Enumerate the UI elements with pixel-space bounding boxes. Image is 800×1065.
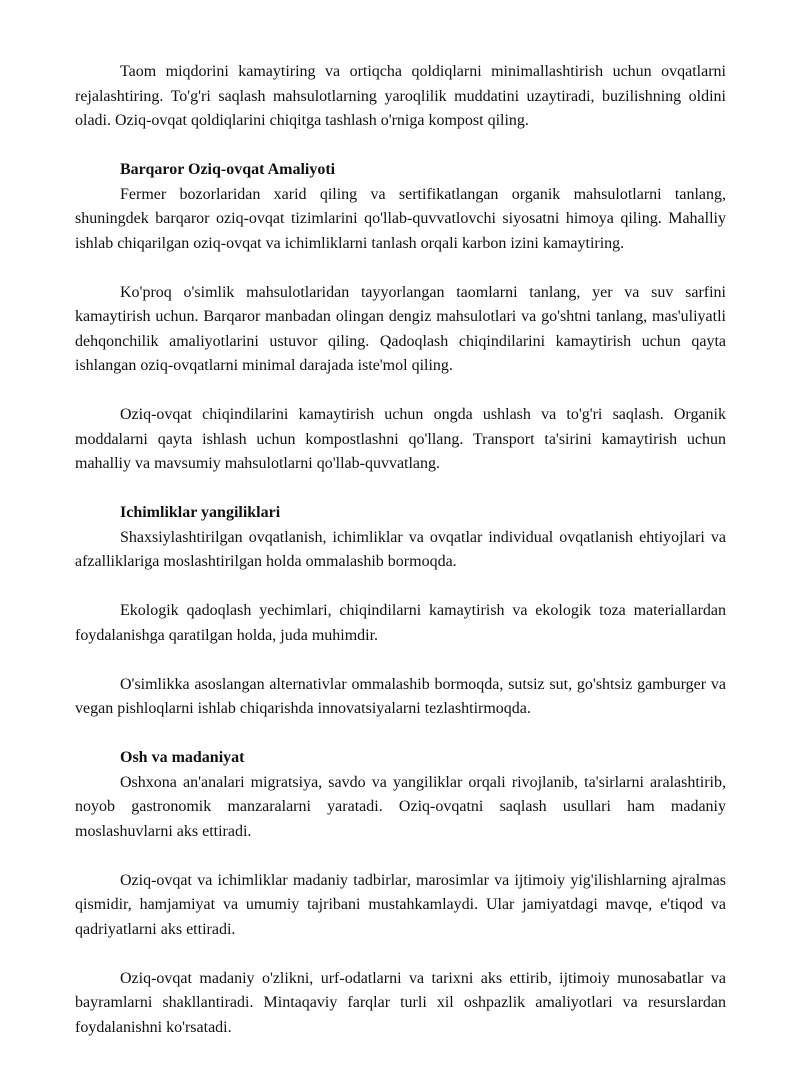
section-paragraph: Oziq-ovqat chiqindilarini kamaytirish uchun ongda ushlash va to'g'ri saqlash. Organik moddalarni qayta ishlash uchun kompostlashni qo'llang. Transport ta'sirini kamaytirish uchun mahalliy va mavsumiy mahsulotlarni qo'llab-quvvatlang. — [75, 406, 726, 472]
section-sustainable-food — [75, 158, 726, 477]
section-paragraph: O'simlikka asoslangan alternativlar ommalashib bormoqda, sutsiz sut, go'shtsiz gamburger va vegan pishloqlarni ishlab chiqarishda innovatsiyalarni tezlashtirmoqda. — [75, 675, 726, 717]
intro-paragraph: Taom miqdorini kamaytiring va ortiqcha qoldiqlarni minimallashtirish uchun ovqatlarni rejalashtiring. To'g'ri saqlash mahsulotlarning yaroqlilik muddatini uzaytiradi, buzilishning oldini oladi. Oziq-ovqat qoldiqlarini chiqitga tashlash o'rniga kompost qiling. — [75, 63, 726, 129]
section-paragraph: Oziq-ovqat madaniy o'zlikni, urf-odatlarni va tarixni aks ettirib, ijtimoiy munosabatlar va bayramlarni shakllantiradi. Mintaqaviy farqlar turli xil oshpazlik amaliyotlari va resurslardan foydalanishni ko'rsatadi. — [75, 969, 726, 1036]
section-paragraph: Oziq-ovqat va ichimliklar madaniy tadbirlar, marosimlar va ijtimoiy yig'ilishlarning ajralmas qismidir, hamjamiyat va umumiy tajribani mustahkamlaydi. Ular jamiyatdagi mavqe, e'tiqod va qadriyatlarni aks ettiradi. — [75, 871, 726, 938]
section-heading: Ichimliklar yangiliklari — [120, 504, 281, 521]
section-paragraph: Shaxsiylashtirilgan ovqatlanish, ichimliklar va ovqatlar individual ovqatlanish ehtiyojlari va afzalliklariga moslashtirilgan holda ommalashib bormoqda. — [75, 528, 726, 570]
section-food-culture — [75, 746, 726, 1040]
section-paragraph: Oshxona an'analari migratsiya, savdo va yangiliklar orqali rivojlanib, ta'sirlarni aralashtirib, noyob gastronomik manzaralarni yaratadi. Oziq-ovqatni saqlash usullari ham madaniy moslashuvlarni aks ettiradi. — [75, 773, 726, 840]
section-heading: Barqaror Oziq-ovqat Amaliyoti — [120, 161, 336, 178]
section-paragraph: Ko'proq o'simlik mahsulotlaridan tayyorlangan taomlarni tanlang, yer va suv sarfini kamaytirish uchun. Barqaror manbadan olingan dengiz mahsulotlari va go'shtni tanlang, mas'uliyatli dehqonchilik amaliyotlarini ustuvor qiling. Qadoqlash chiqindilarini kamaytirish uchun qayta ishlangan oziq-ovqatlarni minimal darajada iste'mol qiling. — [75, 283, 726, 374]
section-heading: Osh va madaniyat — [120, 749, 245, 766]
section-paragraph: Ekologik qadoqlash yechimlari, chiqindilarni kamaytirish va ekologik toza materiallardan foydalanishga qaratilgan holda, juda muhimdir. — [75, 602, 726, 644]
section-beverage-news — [75, 501, 726, 722]
document-page — [75, 60, 726, 1065]
section-paragraph: Fermer bozorlaridan xarid qiling va sertifikatlangan organik mahsulotlarni tanlang, shuningdek barqaror oziq-ovqat tizimlarini qo'llab-quvvatlovchi siyosatni himoya qiling. Mahalliy ishlab chiqarilgan oziq-ovqat va ichimliklarni tanlash orqali karbon izini kamaytiring. — [75, 185, 726, 252]
